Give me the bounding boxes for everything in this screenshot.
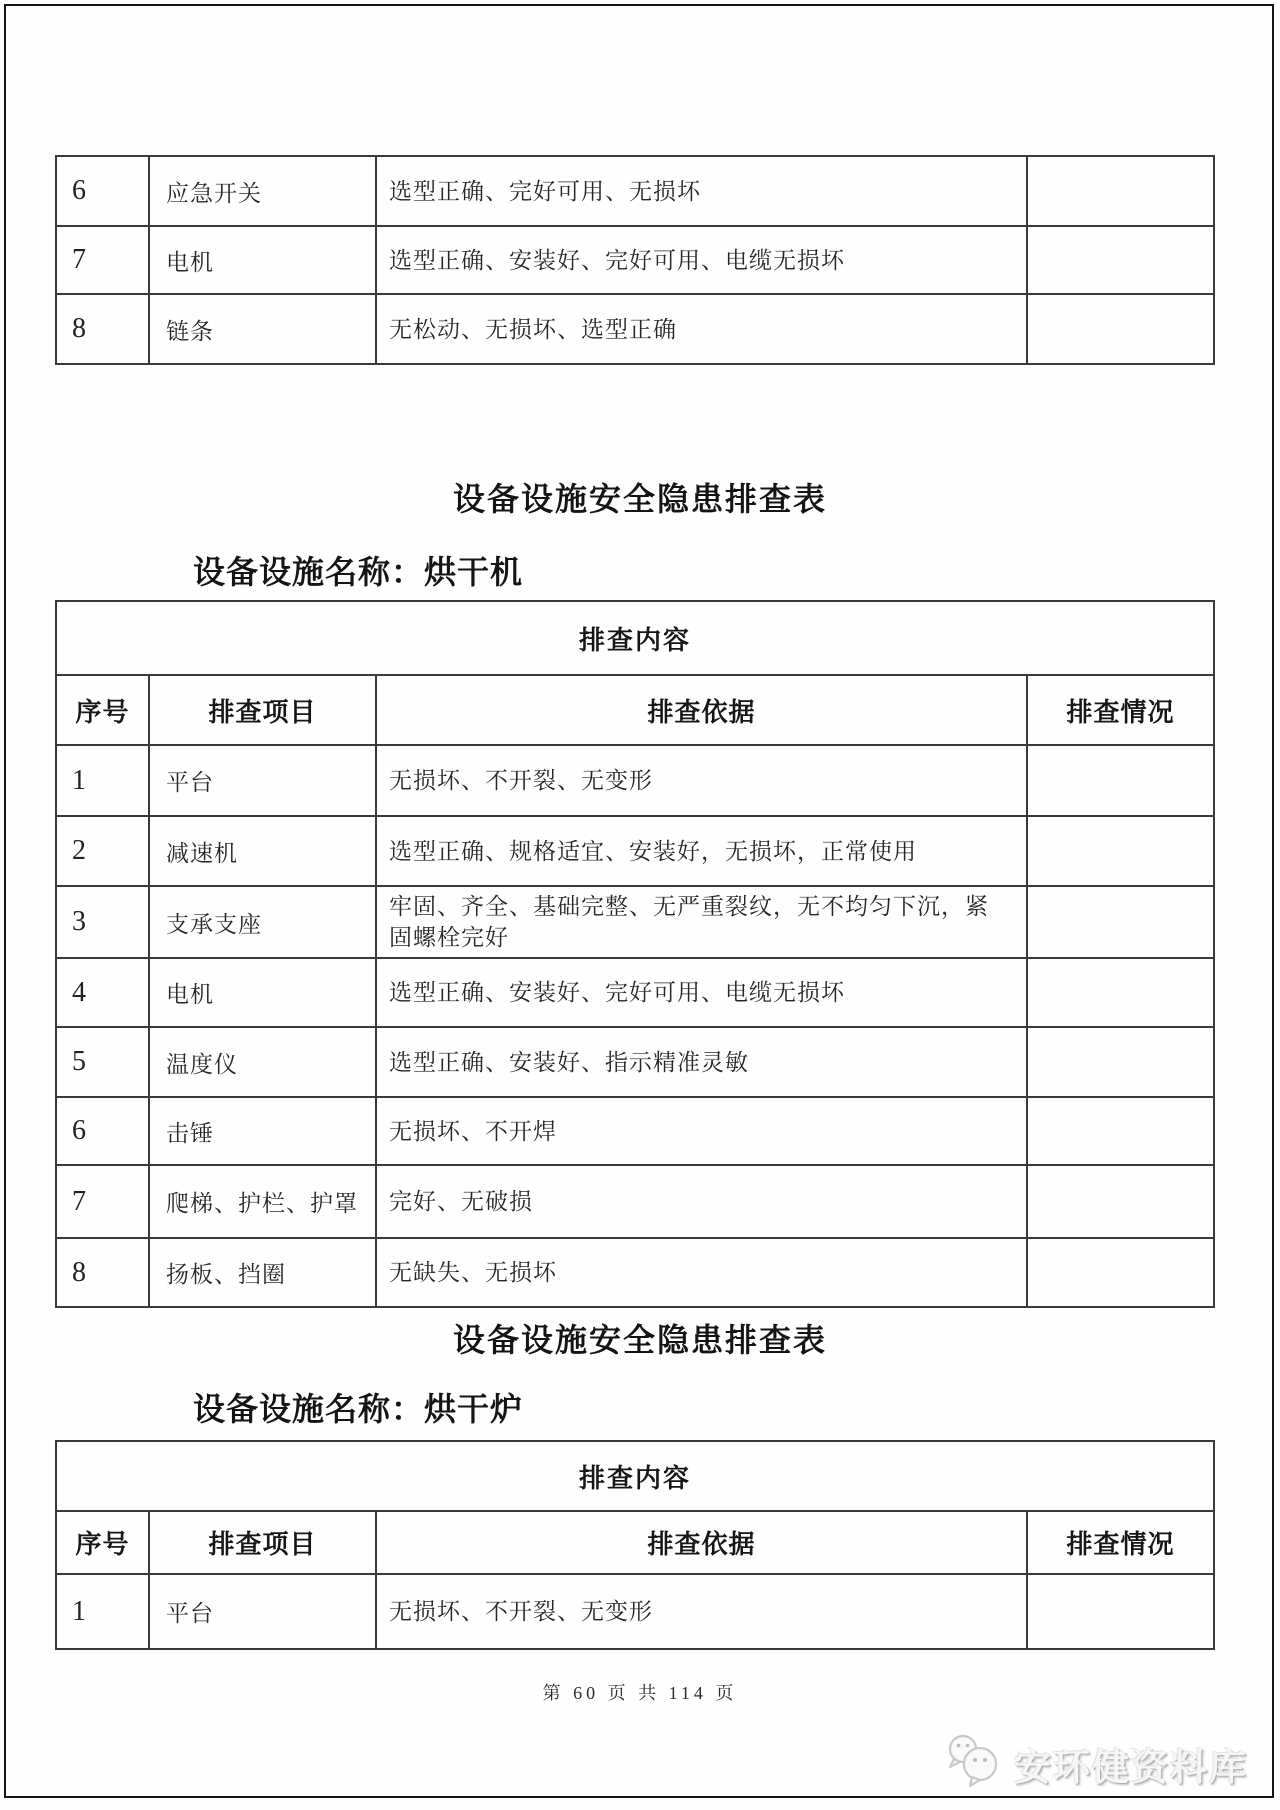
- item-cell: 应急开关: [149, 156, 376, 226]
- column-header-no: 序号: [56, 675, 149, 745]
- basis-cell: 无损坏、不开裂、无变形: [376, 1574, 1027, 1649]
- inspection-table-hongganji: [55, 600, 1215, 1308]
- column-header-row: [56, 1511, 1214, 1574]
- table-row: [56, 1097, 1214, 1165]
- row-index-cell: 6: [56, 1097, 149, 1165]
- section1-title: 设备设施安全隐患排查表: [452, 481, 827, 517]
- chat-bubbles-icon: [942, 1733, 1006, 1794]
- basis-cell: 选型正确、安装好、完好可用、电缆无损坏: [376, 226, 1027, 294]
- basis-cell: 选型正确、安装好、指示精准灵敏: [376, 1027, 1027, 1097]
- basis-cell: 牢固、齐全、基础完整、无严重裂纹，无不均匀下沉，紧固螺栓完好: [376, 886, 1027, 958]
- status-cell: [1027, 886, 1214, 958]
- item-cell: 击锤: [149, 1097, 376, 1165]
- table-row: [56, 886, 1214, 958]
- table-row: [56, 1027, 1214, 1097]
- basis-cell: 无松动、无损坏、选型正确: [376, 294, 1027, 364]
- table-row: [56, 816, 1214, 886]
- status-cell: [1027, 226, 1214, 294]
- item-cell: 电机: [149, 226, 376, 294]
- basis-cell: 无缺失、无损坏: [376, 1238, 1027, 1307]
- row-index-cell: 1: [56, 745, 149, 816]
- table-caption: 排查内容: [56, 601, 1214, 675]
- section1-equipment-name: 设备设施名称：烘干机: [193, 554, 524, 590]
- row-index-cell: 6: [56, 156, 149, 226]
- status-cell: [1027, 1165, 1214, 1238]
- table-row: [56, 1574, 1214, 1649]
- column-header-item: 排查项目: [149, 1511, 376, 1574]
- basis-cell: 选型正确、安装好、完好可用、电缆无损坏: [376, 958, 1027, 1027]
- inspection-table-hongganlu: [55, 1440, 1215, 1650]
- table-row: [56, 156, 1214, 226]
- status-cell: [1027, 958, 1214, 1027]
- basis-cell: 选型正确、完好可用、无损坏: [376, 156, 1027, 226]
- status-cell: [1027, 745, 1214, 816]
- status-cell: [1027, 1238, 1214, 1307]
- table-row: [56, 1238, 1214, 1307]
- row-index-cell: 5: [56, 1027, 149, 1097]
- status-cell: [1027, 294, 1214, 364]
- section2-title: 设备设施安全隐患排查表: [452, 1322, 827, 1358]
- item-cell: 温度仪: [149, 1027, 376, 1097]
- section2-equipment-name: 设备设施名称：烘干炉: [193, 1391, 524, 1427]
- row-index-cell: 4: [56, 958, 149, 1027]
- basis-cell: 完好、无破损: [376, 1165, 1027, 1238]
- status-cell: [1027, 816, 1214, 886]
- basis-cell: 无损坏、不开裂、无变形: [376, 745, 1027, 816]
- status-cell: [1027, 1097, 1214, 1165]
- table-row: [56, 745, 1214, 816]
- row-index-cell: 3: [56, 886, 149, 958]
- basis-cell: 无损坏、不开焊: [376, 1097, 1027, 1165]
- item-cell: 平台: [149, 1574, 376, 1649]
- table-caption-row: [56, 601, 1214, 675]
- row-index-cell: 2: [56, 816, 149, 886]
- column-header-item: 排查项目: [149, 675, 376, 745]
- status-cell: [1027, 1027, 1214, 1097]
- table-row: [56, 1165, 1214, 1238]
- status-cell: [1027, 1574, 1214, 1649]
- column-header-status: 排查情况: [1027, 1511, 1214, 1574]
- column-header-basis: 排查依据: [376, 1511, 1027, 1574]
- page-footer: 第 60 页 共 114 页: [542, 1683, 738, 1703]
- column-header-row: [56, 675, 1214, 745]
- table-caption-row: [56, 1441, 1214, 1511]
- item-cell: 扬板、挡圈: [149, 1238, 376, 1307]
- item-cell: 电机: [149, 958, 376, 1027]
- status-cell: [1027, 156, 1214, 226]
- item-cell: 链条: [149, 294, 376, 364]
- partial-inspection-table: [55, 155, 1215, 365]
- watermark-text: 安环健资料库: [1014, 1746, 1248, 1788]
- table-row: [56, 294, 1214, 364]
- row-index-cell: 8: [56, 1238, 149, 1307]
- table-row: [56, 226, 1214, 294]
- table-caption: 排查内容: [56, 1441, 1214, 1511]
- table-row: [56, 958, 1214, 1027]
- item-cell: 平台: [149, 745, 376, 816]
- column-header-status: 排查情况: [1027, 675, 1214, 745]
- row-index-cell: 8: [56, 294, 149, 364]
- item-cell: 爬梯、护栏、护罩: [149, 1165, 376, 1238]
- item-cell: 支承支座: [149, 886, 376, 958]
- item-cell: 减速机: [149, 816, 376, 886]
- row-index-cell: 7: [56, 226, 149, 294]
- watermark: [942, 1733, 1248, 1794]
- basis-cell: 选型正确、规格适宜、安装好，无损坏，正常使用: [376, 816, 1027, 886]
- column-header-basis: 排查依据: [376, 675, 1027, 745]
- row-index-cell: 7: [56, 1165, 149, 1238]
- column-header-no: 序号: [56, 1511, 149, 1574]
- row-index-cell: 1: [56, 1574, 149, 1649]
